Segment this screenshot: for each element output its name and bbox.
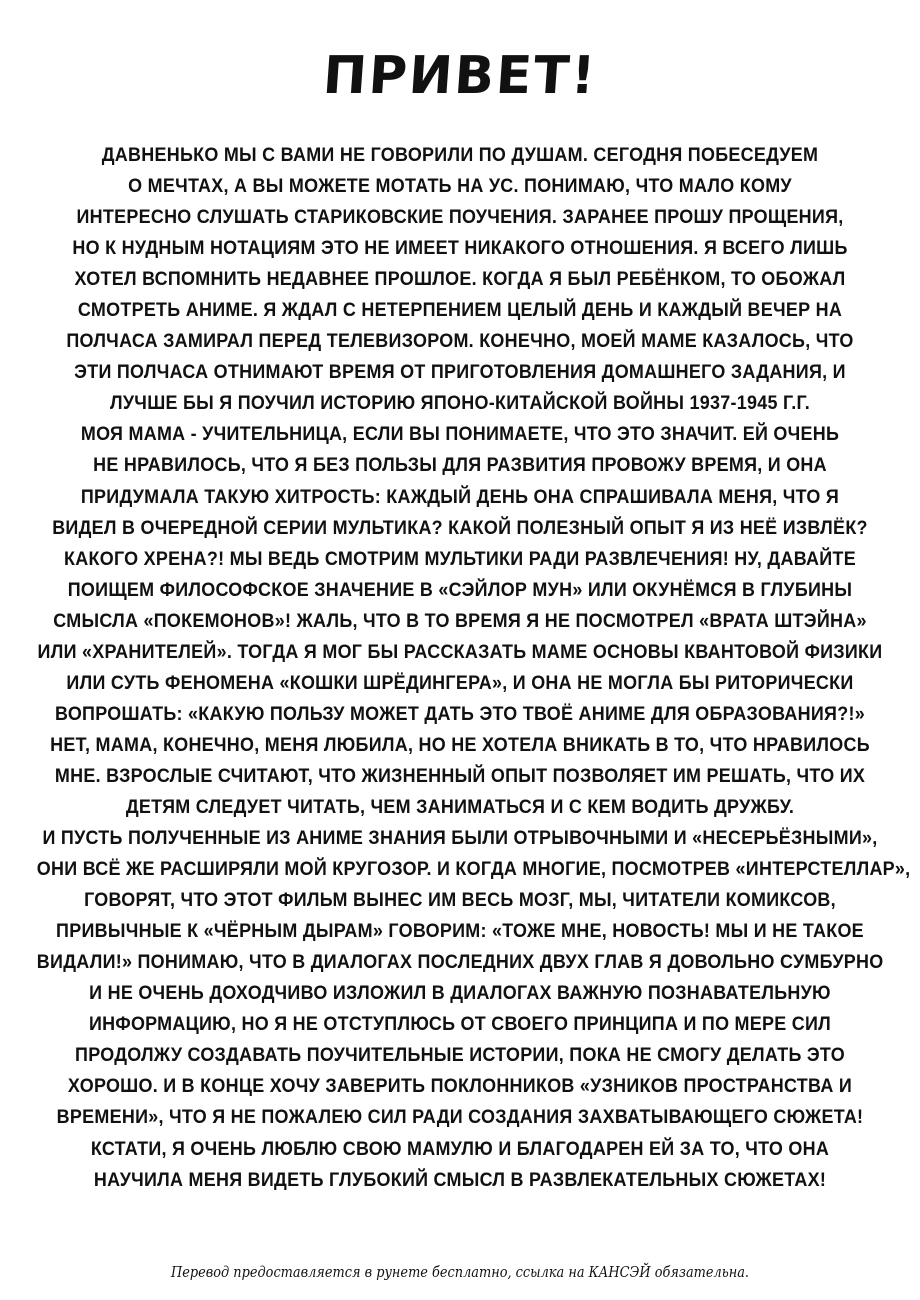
text-line: ПОЛЧАСА ЗАМИРАЛ ПЕРЕД ТЕЛЕВИЗОРОМ. КОНЕЧНО, МОЕЙ МАМЕ КАЗАЛОСЬ, ЧТО — [66, 330, 854, 353]
text-line: ВОПРОШАТЬ: «КАКУЮ ПОЛЬЗУ МОЖЕТ ДАТЬ ЭТО ТВОЁ АНИМЕ ДЛЯ ОБРАЗОВАНИЯ?!» — [55, 702, 865, 725]
text-line: И ПУСТЬ ПОЛУЧЕННЫЕ ИЗ АНИМЕ ЗНАНИЯ БЫЛИ ОТРЫВОЧНЫМИ И «НЕСЕРЬЁЗНЫМИ», — [42, 827, 878, 850]
text-line: ИЛИ «ХРАНИТЕЛЕЙ». ТОГДА Я МОГ БЫ РАССКАЗАТЬ МАМЕ ОСНОВЫ КВАНТОВОЙ ФИЗИКИ — [37, 640, 883, 663]
text-line: НЕТ, МАМА, КОНЕЧНО, МЕНЯ ЛЮБИЛА, НО НЕ ХОТЕЛА ВНИКАТЬ В ТО, ЧТО НРАВИЛОСЬ — [50, 733, 870, 756]
text-line: ПРОДОЛЖУ СОЗДАВАТЬ ПОУЧИТЕЛЬНЫЕ ИСТОРИИ, ПОКА НЕ СМОГУ ДЕЛАТЬ ЭТО — [75, 1044, 845, 1067]
page-title: ПРИВЕТ! — [321, 46, 599, 106]
text-line: ОНИ ВСЁ ЖЕ РАСШИРЯЛИ МОЙ КРУГОЗОР. И КОГДА МНОГИЕ, ПОСМОТРЕВ «ИНТЕРСТЕЛЛАР», — [36, 858, 911, 881]
text-line: ЭТИ ПОЛЧАСА ОТНИМАЮТ ВРЕМЯ ОТ ПРИГОТОВЛЕНИЯ ДОМАШНЕГО ЗАДАНИЯ, И — [74, 361, 846, 384]
text-line: КАКОГО ХРЕНА?! МЫ ВЕДЬ СМОТРИМ МУЛЬТИКИ РАДИ РАЗВЛЕЧЕНИЯ! НУ, ДАВАЙТЕ — [64, 547, 856, 570]
body-text — [0, 140, 920, 1196]
text-line: ЛУЧШЕ БЫ Я ПОУЧИЛ ИСТОРИЮ ЯПОНО-КИТАЙСКОЙ ВОЙНЫ 1937-1945 Г.Г. — [110, 392, 810, 415]
text-line: ВИДЕЛ В ОЧЕРЕДНОЙ СЕРИИ МУЛЬТИКА? КАКОЙ ПОЛЕЗНЫЙ ОПЫТ Я ИЗ НЕЁ ИЗВЛЁК? — [52, 516, 868, 539]
text-line: МНЕ. ВЗРОСЛЫЕ СЧИТАЮТ, ЧТО ЖИЗНЕННЫЙ ОПЫТ ПОЗВОЛЯЕТ ИМ РЕШАТЬ, ЧТО ИХ — [54, 764, 866, 787]
text-line: ПРИВЫЧНЫЕ К «ЧЁРНЫМ ДЫРАМ» ГОВОРИМ: «ТОЖЕ МНЕ, НОВОСТЬ! МЫ И НЕ ТАКОЕ — [56, 920, 864, 943]
text-line: ВРЕМЕНИ», ЧТО Я НЕ ПОЖАЛЕЮ СИЛ РАДИ СОЗДАНИЯ ЗАХВАТЫВАЮЩЕГО СЮЖЕТА! — [56, 1106, 864, 1129]
text-line: И НЕ ОЧЕНЬ ДОХОДЧИВО ИЗЛОЖИЛ В ДИАЛОГАХ ВАЖНУЮ ПОЗНАВАТЕЛЬНУЮ — [89, 982, 831, 1005]
text-line: СМЫСЛА «ПОКЕМОНОВ»! ЖАЛЬ, ЧТО В ТО ВРЕМЯ Я НЕ ПОСМОТРЕЛ «ВРАТА ШТЭЙНА» — [53, 609, 867, 632]
text-line: О МЕЧТАХ, А ВЫ МОЖЕТЕ МОТАТЬ НА УС. ПОНИМАЮ, ЧТО МАЛО КОМУ — [128, 175, 792, 198]
text-line: ИНТЕРЕСНО СЛУШАТЬ СТАРИКОВСКИЕ ПОУЧЕНИЯ. ЗАРАНЕЕ ПРОШУ ПРОЩЕНИЯ, — [76, 206, 844, 229]
text-line: ГОВОРЯТ, ЧТО ЭТОТ ФИЛЬМ ВЫНЕС ИМ ВЕСЬ МОЗГ, МЫ, ЧИТАТЕЛИ КОМИКСОВ, — [84, 889, 836, 912]
text-line: ИЛИ СУТЬ ФЕНОМЕНА «КОШКИ ШРЁДИНГЕРА», И ОНА НЕ МОГЛА БЫ РИТОРИЧЕСКИ — [66, 671, 854, 694]
text-line: МОЯ МАМА - УЧИТЕЛЬНИЦА, ЕСЛИ ВЫ ПОНИМАЕТЕ, ЧТО ЭТО ЗНАЧИТ. ЕЙ ОЧЕНЬ — [80, 423, 840, 446]
text-line: КСТАТИ, Я ОЧЕНЬ ЛЮБЛЮ СВОЮ МАМУЛЮ И БЛАГОДАРЕН ЕЙ ЗА ТО, ЧТО ОНА — [90, 1137, 830, 1160]
text-line: НАУЧИЛА МЕНЯ ВИДЕТЬ ГЛУБОКИЙ СМЫСЛ В РАЗВЛЕКАТЕЛЬНЫХ СЮЖЕТАХ! — [93, 1168, 827, 1191]
text-line: ДЕТЯМ СЛЕДУЕТ ЧИТАТЬ, ЧЕМ ЗАНИМАТЬСЯ И С КЕМ ВОДИТЬ ДРУЖБУ. — [125, 795, 795, 818]
text-line: ХОРОШО. И В КОНЦЕ ХОЧУ ЗАВЕРИТЬ ПОКЛОННИКОВ «УЗНИКОВ ПРОСТРАНСТВА И — [67, 1075, 853, 1098]
text-line: ПРИДУМАЛА ТАКУЮ ХИТРОСТЬ: КАЖДЫЙ ДЕНЬ ОНА СПРАШИВАЛА МЕНЯ, ЧТО Я — [80, 485, 840, 508]
translation-footer: Перевод предоставляется в рунете бесплатно, ссылка на КАНСЭЙ обязательна. — [170, 1263, 750, 1281]
text-line: НО К НУДНЫМ НОТАЦИЯМ ЭТО НЕ ИМЕЕТ НИКАКОГО ОТНОШЕНИЯ. Я ВСЕГО ЛИШЬ — [72, 237, 848, 260]
text-line: ИНФОРМАЦИЮ, НО Я НЕ ОТСТУПЛЮСЬ ОТ СВОЕГО ПРИНЦИПА И ПО МЕРЕ СИЛ — [88, 1013, 832, 1036]
text-line: НЕ НРАВИЛОСЬ, ЧТО Я БЕЗ ПОЛЬЗЫ ДЛЯ РАЗВИТИЯ ПРОВОЖУ ВРЕМЯ, И ОНА — [93, 454, 827, 477]
text-line: СМОТРЕТЬ АНИМЕ. Я ЖДАЛ С НЕТЕРПЕНИЕМ ЦЕЛЫЙ ДЕНЬ И КАЖДЫЙ ВЕЧЕР НА — [77, 299, 843, 322]
text-line: ДАВНЕНЬКО МЫ С ВАМИ НЕ ГОВОРИЛИ ПО ДУШАМ. СЕГОДНЯ ПОБЕСЕДУЕМ — [101, 144, 819, 166]
text-line: ПОИЩЕМ ФИЛОСОФСКОЕ ЗНАЧЕНИЕ В «СЭЙЛОР МУН» ИЛИ ОКУНЁМСЯ В ГЛУБИНЫ — [67, 578, 853, 601]
text-line: ВИДАЛИ!» ПОНИМАЮ, ЧТО В ДИАЛОГАХ ПОСЛЕДНИХ ДВУХ ГЛАВ Я ДОВОЛЬНО СУМБУРНО — [36, 951, 884, 974]
text-line: ХОТЕЛ ВСПОМНИТЬ НЕДАВНЕЕ ПРОШЛОЕ. КОГДА Я БЫЛ РЕБЁНКОМ, ТО ОБОЖАЛ — [74, 268, 846, 291]
